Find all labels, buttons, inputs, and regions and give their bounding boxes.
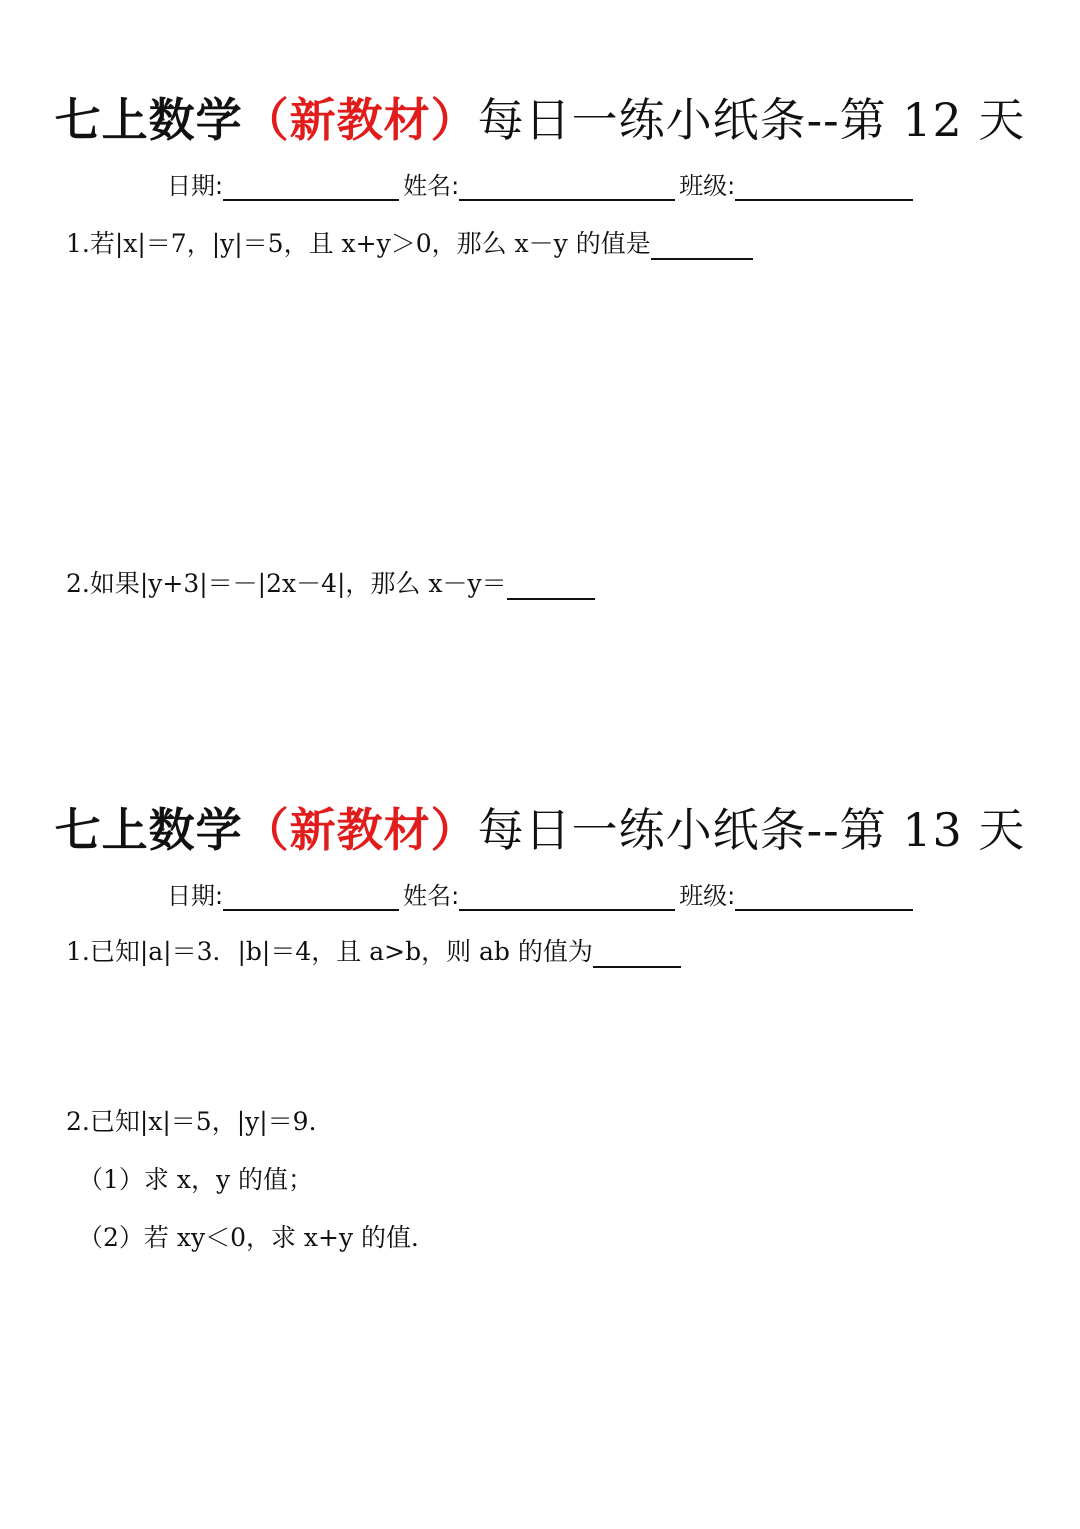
- question-2-part-2-text: （2）若 xy＜0，求 x+y 的值．: [78, 1223, 437, 1252]
- title-subject: 七上数学: [54, 93, 243, 147]
- date-label: 日期:: [167, 172, 224, 200]
- question-1-answer-blank[interactable]: [651, 234, 753, 260]
- name-blank[interactable]: [459, 175, 675, 201]
- worksheet-title: [0, 794, 1080, 860]
- question-2-answer-blank[interactable]: [507, 574, 595, 600]
- class-label: 班级:: [679, 882, 736, 910]
- question-2: [66, 1102, 334, 1138]
- question-1: [66, 932, 681, 968]
- question-2: [66, 564, 595, 600]
- name-blank[interactable]: [459, 885, 675, 911]
- date-blank[interactable]: [223, 885, 399, 911]
- title-day: 每日一练小纸条--第 13 天: [477, 803, 1026, 857]
- question-2-part-1: [78, 1160, 313, 1196]
- worksheet-title: [0, 84, 1080, 150]
- class-label: 班级:: [679, 172, 736, 200]
- question-2-part-1-text: （1）求 x，y 的值；: [78, 1165, 314, 1194]
- question-1-text: 1.若|x|＝7，|y|＝5，且 x+y＞0，那么 x－y 的值是: [66, 229, 651, 258]
- question-1-answer-blank[interactable]: [593, 942, 681, 968]
- question-2-text: 2.如果|y+3|＝－|2x－4|，那么 x－y＝: [66, 569, 507, 598]
- date-blank[interactable]: [223, 175, 399, 201]
- question-2-part-2: [78, 1218, 436, 1254]
- title-highlight: （新教材）: [242, 93, 478, 147]
- name-label: 姓名:: [403, 172, 460, 200]
- name-label: 姓名:: [403, 882, 460, 910]
- date-label: 日期:: [167, 882, 224, 910]
- student-info-row: [167, 166, 917, 201]
- student-info-row: [167, 876, 917, 911]
- title-day: 每日一练小纸条--第 12 天: [477, 93, 1026, 147]
- question-2-text: 2.已知|x|＝5，|y|＝9．: [66, 1107, 334, 1136]
- class-blank[interactable]: [735, 885, 913, 911]
- title-highlight: （新教材）: [242, 803, 478, 857]
- question-1-text: 1.已知|a|＝3．|b|＝4，且 a>b，则 ab 的值为: [66, 937, 593, 966]
- class-blank[interactable]: [735, 175, 913, 201]
- question-1: [66, 224, 753, 260]
- title-subject: 七上数学: [54, 803, 243, 857]
